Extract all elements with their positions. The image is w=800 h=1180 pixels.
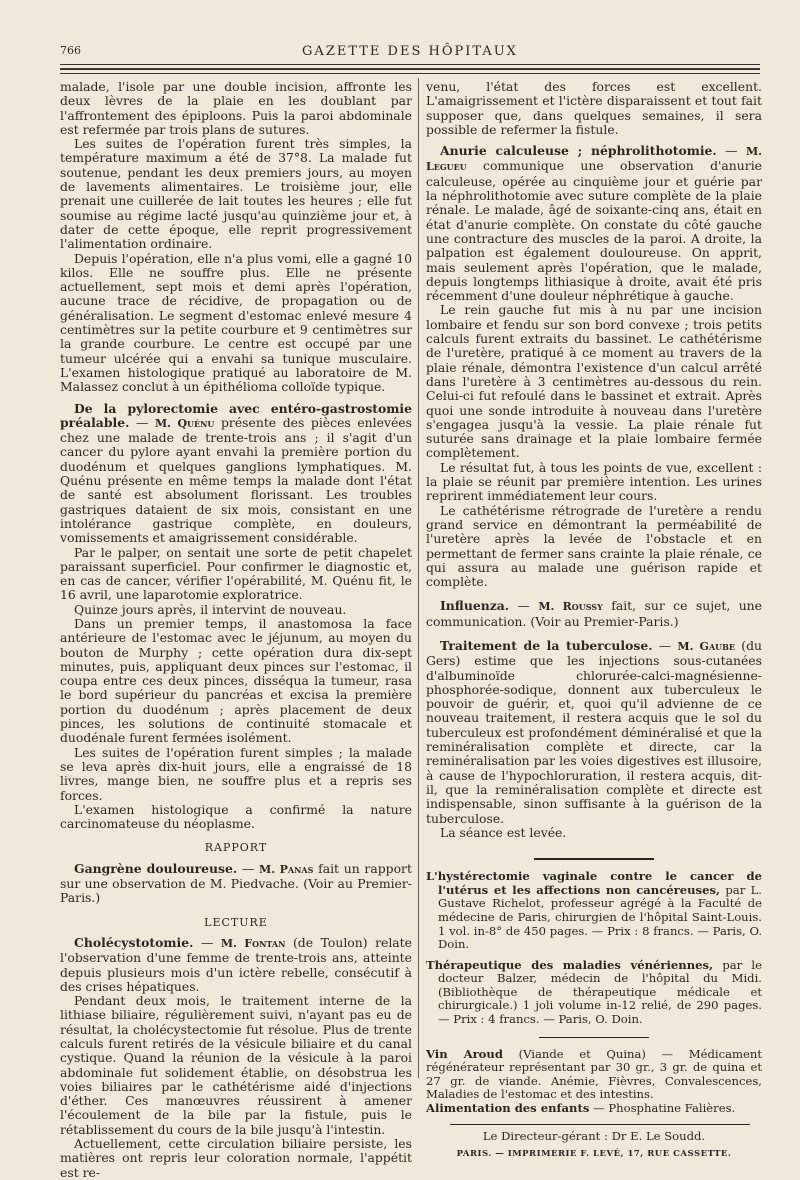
paragraph-body: présente des pièces enlevées chez une malade de trente-trois ans ; il s'agit d'un cancer du pylore ayant envahi la première portion du duodénum et quelques ganglions lymphatiques. M. Quénu présente en même temps la malade dont l'état de santé est absolument florissant. Les troubles gastriques dataient de six mois, consistant en une intolérance gastrique complète, en douleurs, vomissements et amaigrissement considérable. [60, 414, 412, 546]
section-heading: Traitement de la tuberculose. [440, 637, 653, 653]
paragraph: Les suites de l'opération furent simples ; la malade se leva après dix-huit jours, elle a engraissé de 18 livres, mange bien, ne souffre plus et a repris ses forces. [60, 744, 412, 803]
left-column [60, 80, 412, 1180]
section-heading: Anurie calculeuse ; néphrolithotomie. [440, 143, 717, 159]
paragraph: Depuis l'opération, elle n'a plus vomi, elle a gagné 10 kilos. Elle ne souffre plus. Elle ne présente actuellement, sept mois et demi après l'opération, aucune trace de récidive, de propagation ou de généralisation. Le segment d'estomac enlevé mesure 4 centimètres sur la petite courbure et 9 centimètres sur la grande courbure. Le centre est occupé par une tumeur ulcérée qui a envahi sa tunique musculaire. L'examen histologique pratiqué au laboratoire de M. Malassez conclut à un épithélioma colloïde typique. [60, 250, 412, 395]
footer-rule [450, 1124, 750, 1125]
section-cholecystotomie: Cholécystotomie. — M. Fontan (de Toulon) relate l'observation d'une femme de trente-trois ans, atteinte depuis plusieurs mois d'un ictère rebelle, consécutif à des crises hépatiques. [60, 934, 412, 994]
paragraph-body: fait, sur ce sujet, une communication. (Voir au Premier-Paris.) [426, 598, 762, 629]
advertisement [426, 1048, 762, 1102]
ad-title: Alimentation des enfants [426, 1101, 590, 1116]
paragraph: Actuellement, cette circulation biliaire persiste, les matières ont repris leur coloration normale, l'appétit est re- [60, 1136, 412, 1180]
section-heading: De la pylorectomie avec entéro-gastrostomie préalable. [60, 400, 412, 430]
lecture-heading: LECTURE [204, 915, 268, 929]
section-influenza: Influenza. — M. Roussy fait, sur ce sujet, une communication. (Voir au Premier-Paris.) [426, 598, 762, 629]
section-anurie: Anurie calculeuse ; néphrolithotomie. — M. Legueu communique une observation d'anurie calculeuse, opérée au cinquième jour et guérie par la néphrolithotomie avec suture complète de la plaie rénale. Le malade, âgé de soixante-cinq ans, était en état d'anurie complète. On constate du côté gauche une contracture des muscles de la paroi. A droite, la palpation est également douloureuse. On apprit, mais seulement après l'opération, que le malade, depuis longtemps lithiasique à droite, avait été pris récemment d'une douleur néphrétique à gauche. [426, 143, 762, 304]
book-title: L'hystérectomie vaginale contre le cancer de l'utérus et les affections non cancéreuses, [426, 869, 762, 897]
author-name: M. Quénu [154, 416, 215, 430]
header-rule [60, 73, 760, 74]
paragraph-body: communique une observation d'anurie calculeuse, opérée au cinquième jour et guérie par la néphrolithotomie avec suture complète de la plaie rénale. Le malade, âgé de soixante-cinq ans, était en état d'anurie complète. On constate du côté gauche une contracture des muscles de la paroi. A droite, la palpation est également douloureuse. On apprit, mais seulement après l'opération, que le malade, depuis longtemps lithiasique à droite, avait été pris récemment d'une douleur néphrétique à gauche. [426, 158, 762, 304]
paragraph: Le résultat fut, à tous les points de vue, excellent : la plaie se réunit par première intention. Les urines reprirent immédiatement leur cours. [426, 459, 762, 504]
book-notice [426, 870, 762, 952]
ad-title: Vin Aroud [426, 1046, 503, 1061]
author-name: M. Gaube [677, 639, 735, 653]
director-line: Le Directeur-gérant : Dr E. Le Soudd. [482, 1128, 706, 1143]
right-column [426, 80, 762, 1161]
advertisement [426, 1102, 762, 1116]
book-notice [426, 959, 762, 1027]
ad-body: — Phosphatine Falières. [593, 1101, 736, 1116]
paragraph-body: (de Toulon) relate l'observation d'une femme de trente-trois ans, atteinte depuis plusieurs mois d'un ictère rebelle, consécutif à des crises hépatiques. [60, 934, 412, 994]
page-header [60, 40, 760, 62]
paragraph: malade, l'isole par une double incision, affronte les deux lèvres de la plaie en les doublant par l'affrontement des épiploons. Puis la paroi abdominale est refermée par trois plans de sutures. [60, 79, 412, 137]
paragraph: L'examen histologique a confirmé la nature carcinomateuse du néoplasme. [60, 801, 412, 832]
paragraph: Les suites de l'opération furent très simples, la température maximum a été de 37°8. La malade fut soutenue, pendant les deux premiers jours, au moyen de lavements alimentaires. Le troisième jour, elle prenait une cuillerée de lait toutes les heures ; elle fut soumise au régime lacté jusqu'au quinzième jour et, à dater de cette époque, elle reprit progressivement l'alimentation ordinaire. [60, 136, 412, 252]
section-gangrene: Gangrène douloureuse. — M. Panas fait un rapport sur une observation de M. Piedvache. (Voir au Premier-Paris.) [60, 860, 412, 906]
paragraph: venu, l'état des forces est excellent. L'amaigrissement et l'ictère disparaissent et tout fait supposer que, dans quelques semaines, il sera possible de refermer la fistule. [426, 79, 762, 137]
paragraph: Le cathétérisme rétrograde de l'uretère a rendu grand service en démontrant la perméabilité de l'uretère après la levée de l'obstacle et en permettant de fermer sans crainte la plaie rénale, ce qui assura au malade une guérison rapide et complète. [426, 502, 762, 590]
book-details: par le docteur Balzer, médecin de l'hôpital du Midi. (Bibliothèque de thérapeutique médicale et chirurgicale.) 1 joli volume in-12 relié, de 290 pages. — Prix : 4 francs. — Paris, O. Doin. [438, 957, 762, 1027]
book-details: par L. Gustave Richelot, professeur agrégé à la Faculté de médecine de Paris, chirurgien de l'hôpital Saint-Louis. 1 vol. in-8° de 450 pages. — Prix : 8 francs. — Paris, O. Doin. [438, 882, 762, 952]
paragraph: Le rein gauche fut mis à nu par une incision lombaire et fendu sur son bord convexe ; trois petits calculs furent extraits du bassinet. Le cathétérisme de l'uretère, pratiqué à ce moment au travers de la plaie rénale, démontra l'existence d'un calcul arrêté dans l'uretère à 3 centimètres au-dessous du rein. Celui-ci fut refoulé dans le bassinet et extrait. Après quoi une sonde introduite à nouveau dans l'uretère s'engagea jusqu'à la vessie. La plaie rénale fut suturée sans drainage et la plaie lombaire fermée complètement. [426, 302, 762, 461]
rapport-heading: RAPPORT [204, 841, 268, 855]
section-pylorectomie: De la pylorectomie avec entéro-gastrostomie préalable. — M. Quénu présente des pièces enlevées chez une malade de trente-trois ans ; il s'agit d'un cancer du pylore ayant envahi la première portion du duodénum et quelques ganglions lymphatiques. M. Quénu présente en même temps la malade dont l'état de santé est absolument florissant. Les troubles gastriques dataient de six mois, consistant en une intolérance gastrique complète, en douleurs, vomissements et amaigrissement considérable. [60, 400, 412, 546]
section-heading: Gangrène douloureuse. [74, 860, 238, 876]
ad-body: (Viande et Quina) — Médicament régénérateur représentant par 30 gr., 3 gr. de quina et 27 gr. de viande. Anémie, Fièvres, Convalescences, Maladies de l'estomac et des intestins. [426, 1046, 762, 1102]
paragraph: Dans un premier temps, il anastomosa la face antérieure de l'estomac avec le jéjunum, au moyen du bouton de Murphy ; cette opération dura dix-sept minutes, puis, appliquant deux pinces sur l'estomac, il coupa entre ces deux pinces, disséqua la tumeur, rasa le bord supérieur du pancréas et excisa la première portion du duodénum ; après placement de deux pinces, les solutions de continuité stomacale et duodénale furent fermées isolément. [60, 615, 412, 746]
author-name: M. Roussy [538, 600, 603, 614]
book-title: Thérapeutique des maladies vénériennes, [426, 957, 714, 972]
printer-line: PARIS. — IMPRIMERIE F. LEVÉ, 17, RUE CASSETTE. [456, 1148, 732, 1159]
paragraph-body: fait un rapport sur une observation de M. Piedvache. (Voir au Premier-Paris.) [60, 860, 412, 906]
author-name: M. Legueu [426, 145, 762, 174]
header-rule [60, 64, 760, 65]
journal-title: GAZETTE DES HÔPITAUX [302, 44, 518, 59]
decorative-separator [534, 858, 654, 860]
header-rule [60, 68, 760, 70]
section-heading: Influenza. [440, 598, 510, 614]
section-heading: Cholécystotomie. [74, 934, 194, 950]
paragraph: Par le palper, on sentait une sorte de petit chapelet paraissant superficiel. Pour confirmer le diagnostic et, en cas de cancer, vérifier l'opérabilité, M. Quénu fit, le 16 avril, une laparotomie exploratrice. [60, 544, 412, 603]
separator-rule [539, 1037, 649, 1038]
author-name: M. Fontan [220, 936, 286, 950]
paragraph-body: (du Gers) estime que les injections sous-cutanées d'albuminoïde chlorurée-calci-magnésienne-phosphorée-sodique, donnent aux tuberculeux le pouvoir de guérir, et, quoi qu'il advienne de ce nouveau traitement, il restera acquis que le sol du tuberculeux est profondément déminéralisé et que la reminéralisation complète et directe, car la reminéralisation par les voies digestives est illusoire, à cause de l'hypochloruration, il restera acquis, dit-il, que la reminéralisation complète et directe est indispensable, sinon suffisante à la guérison de la tuberculose. [426, 637, 762, 826]
paragraph: Quinze jours après, il intervint de nouveau. [74, 601, 347, 617]
section-tuberculose: Traitement de la tuberculose. — M. Gaube (du Gers) estime que les injections sous-cutanées d'albuminoïde chlorurée-calci-magnésienne-phosphorée-sodique, donnent aux tuberculeux le pouvoir de guérir, et, quoi qu'il advienne de ce nouveau traitement, il restera acquis que le sol du tuberculeux est profondément déminéralisé et que la reminéralisation complète et directe, car la reminéralisation par les voies digestives est illusoire, à cause de l'hypochloruration, il restera acquis, dit-il, que la reminéralisation complète et directe est indispensable, sinon suffisante à la guérison de la tuberculose. [426, 637, 762, 826]
page-number: 766 [60, 44, 81, 57]
paragraph: Pendant deux mois, le traitement interne de la lithiase biliaire, régulièrement suivi, n'ayant pas eu de résultat, la cholécystectomie fut résolue. Plus de trente calculs furent retirés de la vésicule biliaire et du canal cystique. Quand la réunion de la vésicule à la paroi abdominale fut solidement établie, on désobstrua les voies biliaires par le cathétérisme aidé d'injections d'éther. Ces manœuvres réussirent à amener l'écoulement de la bile par la fistule, puis le rétablissement du cours de la bile jusqu'à l'intestin. [60, 993, 412, 1137]
column-divider [418, 78, 419, 1078]
author-name: M. Panas [259, 862, 314, 876]
paragraph: La séance est levée. [440, 824, 567, 840]
